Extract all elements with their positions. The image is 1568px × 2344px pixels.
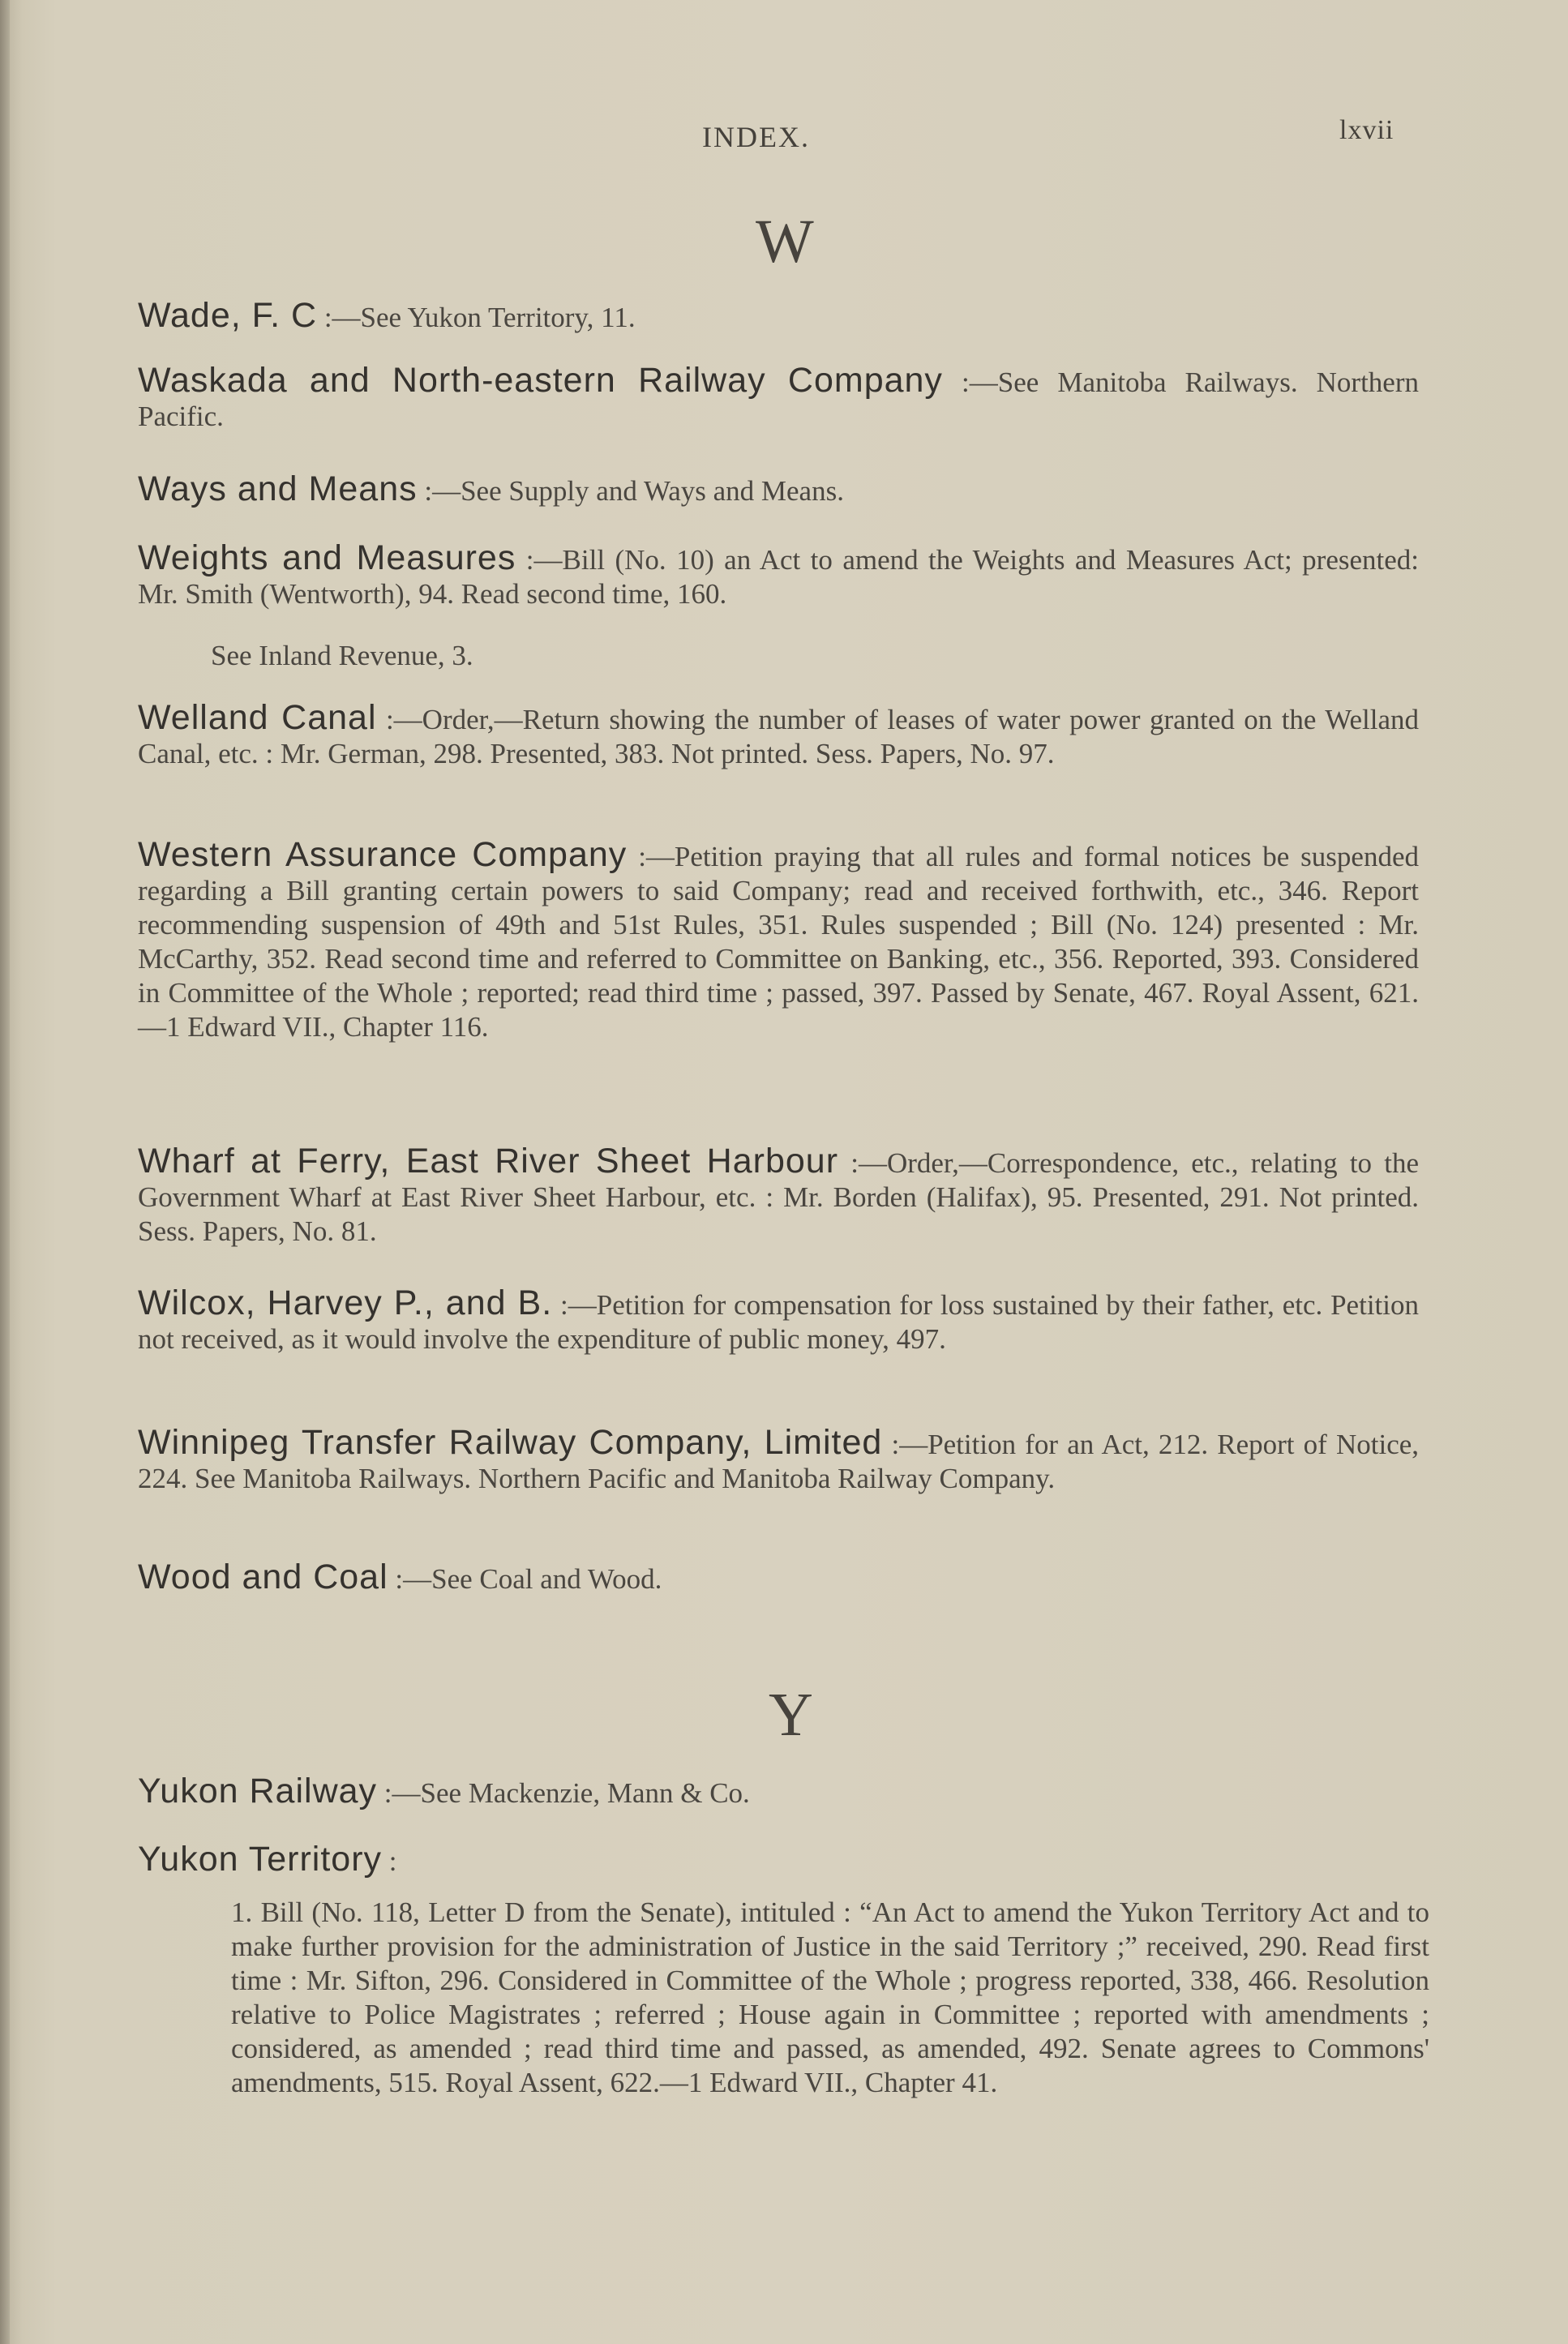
index-entry [138, 1425, 1419, 1496]
entry-text: :—Petition praying that all rules and formal notices be suspended regarding a Bill granting certain powers to said Company; read and received forthwith, etc., 346. Report recommending suspension of 49th and 51st Rules, 351. Rules suspended ; Bill (No. 124) presented : Mr. McCarthy, 352. Read second time and referred to Committee on Banking, etc., 356. Reported, 393. Considered in Committee of the Whole ; reported; read third time ; passed, 397. Passed by Senate, 467. Royal Assent, 621.—1 Edward VII., Chapter 116. [138, 841, 1419, 1043]
see-also-note: See Inland Revenue, 3. [211, 640, 473, 671]
index-entry [138, 1560, 1419, 1596]
entry-text: :—Petition for compensation for loss sustained by their father, etc. Petition not received, as it would involve the expenditure of public money, 497. [138, 1289, 1419, 1355]
index-entry [138, 469, 1419, 508]
entry-heading: Wade, F. C [138, 296, 318, 335]
entry-heading: Welland Canal [138, 698, 377, 737]
entry-text: :—Order,—Correspondence, etc., relating to the Government Wharf at East River Sheet Harbour, etc. : Mr. Borden (Halifax), 95. Presented, 291. Not printed. Sess. Papers, No. 81. [138, 1147, 1419, 1247]
section-letter-w: W [756, 208, 814, 276]
binding-edge [0, 0, 10, 2344]
index-entry [138, 1283, 1419, 1356]
entry-text: :—See Mackenzie, Mann & Co. [383, 1777, 750, 1809]
entry-text: :—Order,—Return showing the number of leases of water power granted on the Welland Canal, etc. : Mr. German, 298. Presented, 383. Not printed. Sess. Papers, No. 97. [138, 704, 1419, 769]
index-entry [138, 1842, 1419, 1879]
entry-text: :—Petition for an Act, 212. Report of Notice, 224. See Manitoba Railways. Northern Pacific and Manitoba Railway Company. [138, 1429, 1420, 1494]
entry-heading: Waskada and North-eastern Railway Company [138, 361, 943, 400]
entry-text: :—See Supply and Ways and Means. [424, 475, 844, 507]
page-number: lxvii [1339, 115, 1394, 145]
page-title: INDEX. [702, 121, 810, 153]
numbered-item [231, 1896, 1429, 2100]
entry-text: :—See Manitoba Railways. Northern Pacific. [138, 366, 1419, 432]
index-entry [138, 298, 1419, 335]
item-text: Bill (No. 118, Letter D from the Senate), intituled : “An Act to amend the Yukon Territory Act and to make further provision for the administration of Justice in the said Territory ;” received, 290. Read first time : Mr. Sifton, 296. Considered in Committee of the Whole ; progress reported, 338, 466. Resolution relative to Police Magistrates ; referred ; House again in Committee ; reported with amendments ; considered, as amended ; read third time and passed, as amended, 492. Senate agrees to Commons' amendments, 515. Royal Assent, 622.—1 Edward VII., Chapter 41. [231, 1896, 1429, 2098]
entry-text: :—See Coal and Wood. [395, 1563, 662, 1595]
index-entry [138, 698, 1419, 771]
entry-heading: Wharf at Ferry, East River Sheet Harbour [138, 1142, 839, 1181]
entry-text: : [388, 1845, 397, 1877]
entry-heading: Wood and Coal [138, 1558, 388, 1596]
entry-heading: Wilcox, Harvey P., and B. [138, 1283, 553, 1322]
section-letter-y: Y [769, 1681, 813, 1749]
entry-heading: Western Assurance Company [138, 835, 628, 874]
entry-text: :—Bill (No. 10) an Act to amend the Weights and Measures Act; presented: Mr. Smith (Wentworth), 94. Read second time, 160. [138, 544, 1419, 610]
index-entry [138, 538, 1419, 611]
entry-heading: Ways and Means [138, 469, 418, 508]
index-entry [138, 1774, 1419, 1810]
entry-text: :—See Yukon Territory, 11. [323, 302, 636, 333]
entry-heading: Winnipeg Transfer Railway Company, Limited [138, 1423, 883, 1462]
index-entry [138, 363, 1419, 434]
entry-heading: Weights and Measures [138, 538, 516, 577]
entry-heading: Yukon Railway [138, 1772, 378, 1810]
entry-heading: Yukon Territory [138, 1840, 383, 1879]
index-entry [138, 835, 1419, 1044]
index-entry [138, 1144, 1419, 1249]
item-number: 1. [231, 1896, 253, 1928]
